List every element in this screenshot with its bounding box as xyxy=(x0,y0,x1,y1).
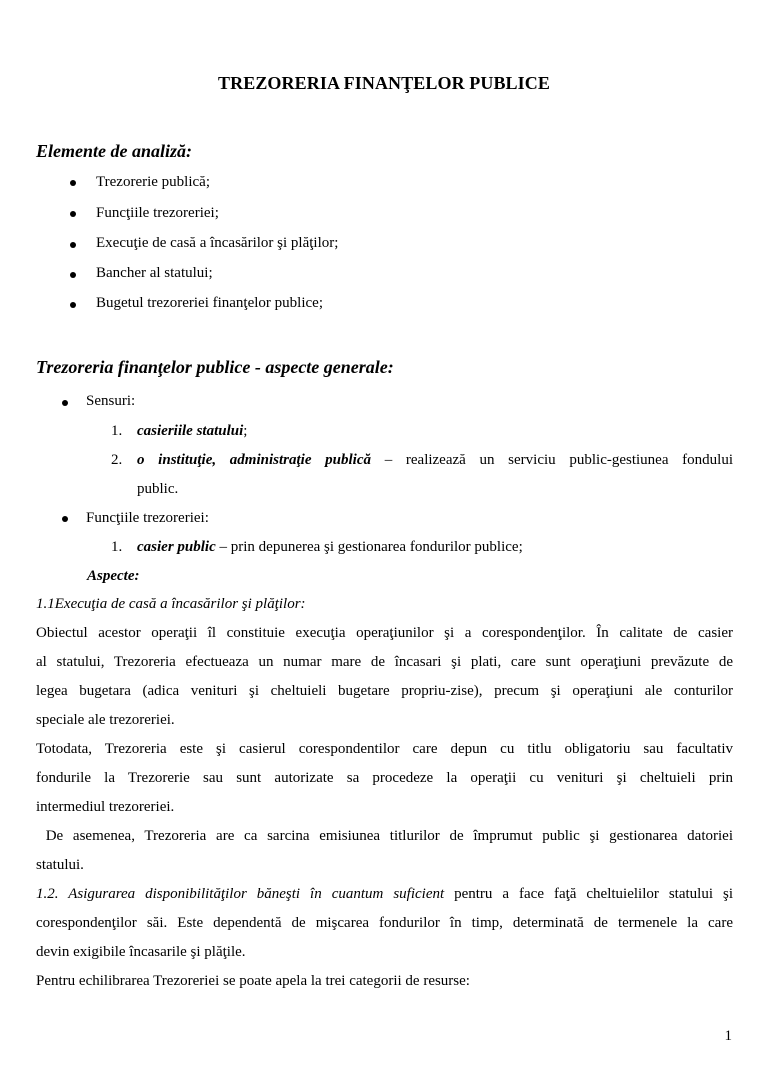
list-item: Bancher al statului; xyxy=(96,265,213,281)
section-heading-elemente: Elemente de analiză: xyxy=(36,141,192,161)
list-item: Execuţie de casă a încasărilor şi plăţilor; xyxy=(96,235,339,251)
list-item: Bugetul trezoreriei finanţelor publice; xyxy=(96,295,323,311)
functie-term: casier public xyxy=(137,539,216,555)
paragraph-line: legea bugetara (adica venituri şi cheltuieli bugetare propriu-zise), precum şi operaţiuni ale conturilor xyxy=(36,683,733,699)
list-number: 1. xyxy=(111,539,123,555)
sens-term: o instituţie, administraţie publică xyxy=(137,452,372,468)
sensuri-label: Sensuri: xyxy=(86,393,136,409)
page-number: 1 xyxy=(724,1028,732,1044)
sens-item-1 xyxy=(137,423,247,440)
subsection-heading-1-1: 1.1Execuţia de casă a încasărilor şi plăţilor: xyxy=(36,596,306,612)
paragraph-line: De asemenea, Trezoreria are ca sarcina emisiunea titlurilor de împrumut public şi gestionarea datoriei xyxy=(36,828,733,844)
sens-rest: ; xyxy=(243,423,248,439)
functie-rest: – prin depunerea şi gestionarea fondurilor publice; xyxy=(215,539,523,555)
paragraph-line: Pentru echilibrarea Trezoreriei se poate apela la trei categorii de resurse: xyxy=(36,973,470,989)
sens-item-2 xyxy=(137,452,733,469)
paragraph-line: Totodata, Trezoreria este şi casierul corespondentilor care depun cu titlu obligatoriu sau facultativ xyxy=(36,741,733,757)
paragraph-line: Obiectul acestor operaţii îl constituie execuţia operaţiunilor şi a corespondenţilor. În calitate de casier xyxy=(36,625,733,641)
aspecte-label: Aspecte: xyxy=(87,568,140,584)
list-item: Funcţiile trezoreriei; xyxy=(96,205,219,221)
paragraph-line: fondurile la Trezorerie sau sunt autorizate sa procedeze la operaţii cu venituri şi cheltuieli prin xyxy=(36,770,733,786)
sens-term: casieriile statului xyxy=(137,423,244,439)
section-heading-aspecte-generale: Trezoreria finanţelor publice - aspecte generale: xyxy=(36,357,394,377)
functii-label: Funcţiile trezoreriei: xyxy=(86,510,209,526)
paragraph-line: devin exigibile încasarile şi plăţile. xyxy=(36,944,246,960)
paragraph-line: statului. xyxy=(36,857,84,873)
bullet-icon xyxy=(70,180,76,186)
subsection-heading-1-2: 1.2. Asigurarea disponibilităţilor băneşti în cuantum suficient xyxy=(36,886,445,902)
bullet-icon xyxy=(62,516,68,522)
bullet-icon xyxy=(70,242,76,248)
functie-item-1 xyxy=(137,539,523,556)
paragraph-line: al statului, Trezoreria efectueaza un numar mare de încasari şi plati, care sunt operaţiuni prevăzute de xyxy=(36,654,733,670)
paragraph-line: intermediul trezoreriei. xyxy=(36,799,175,815)
paragraph-line: corespondenţilor săi. Este dependentă de mişcarea fondurilor în timp, determinată de termenele la care xyxy=(36,915,733,931)
sens-item-2-continuation: public. xyxy=(137,481,179,497)
bullet-icon xyxy=(70,302,76,308)
list-item: Trezorerie publică; xyxy=(96,174,210,190)
paragraph-line-1-2 xyxy=(36,885,733,903)
page-title: TREZORERIA FINANŢELOR PUBLICE xyxy=(218,73,550,93)
paragraph-text: pentru a face faţă cheltuielilor statului şi xyxy=(444,886,733,902)
bullet-icon xyxy=(70,211,76,217)
bullet-icon xyxy=(70,272,76,278)
paragraph-line: speciale ale trezoreriei. xyxy=(36,712,175,728)
sens-rest: – realizează un serviciu public-gestiunea fondului xyxy=(371,452,734,468)
bullet-icon xyxy=(62,400,68,406)
list-number: 2. xyxy=(111,452,123,468)
list-number: 1. xyxy=(111,423,123,439)
